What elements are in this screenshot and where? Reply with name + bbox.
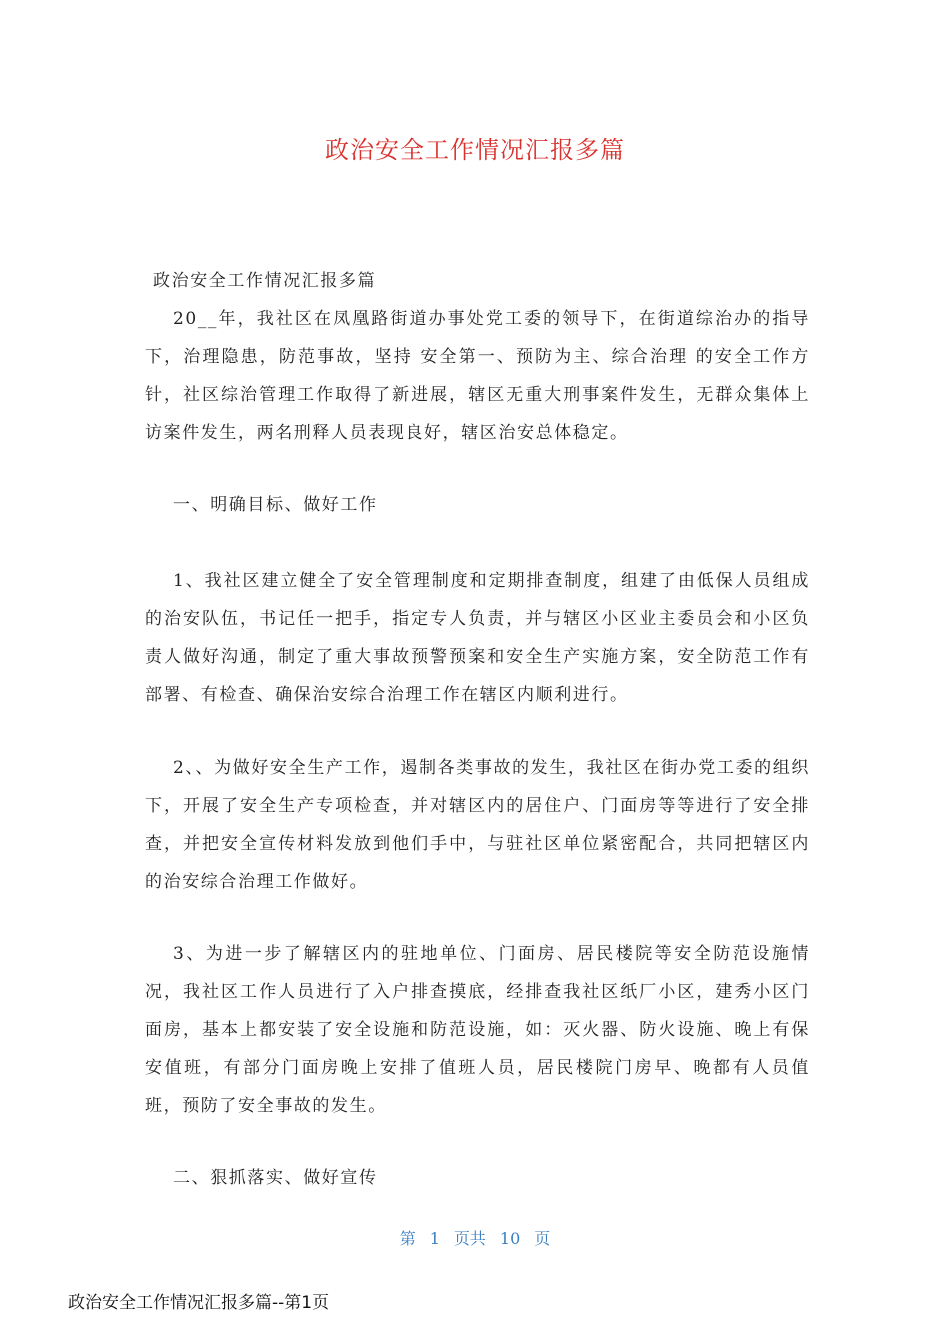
item-2-paragraph: 2、、为做好安全生产工作，遏制各类事故的发生，我社区在街办党工委的组织下，开展了安全生产专项检查，并对辖区内的居住户、门面房等等进行了安全排查，并把安全宣传材料发放到他们手中，与驻社区单位紧密配合，共同把辖区内的治安综合治理工作做好。 xyxy=(145,758,810,892)
total-pages: 10 xyxy=(499,1229,521,1248)
item-3-paragraph: 3、为进一步了解辖区内的驻地单位、门面房、居民楼院等安全防范设施情况，我社区工作人员进行了入户排查摸底，经排查我社区纸厂小区，建秀小区门面房，基本上都安装了安全设施和防范设施，如：灭火器、防火设施、晚上有保安值班，有部分门面房晚上安排了值班人员，居民楼院门房早、晚都有人员值班，预防了安全事故的发生。 xyxy=(145,944,810,1116)
current-page: 1 xyxy=(429,1229,440,1248)
intro-paragraph: 20__年，我社区在凤凰路街道办事处党工委的领导下，在街道综治办的指导下，治理隐患，防范事故，坚持 安全第一、预防为主、综合治理 的安全工作方针，社区综治管理工作取得了新进展，辖区无重大刑事案件发生，无群众集体上访案件发生，两名刑释人员表现良好，辖区治安总体稳定。 xyxy=(145,309,810,443)
page-end-label: 页 xyxy=(534,1229,551,1248)
item-1-paragraph: 1、我社区建立健全了安全管理制度和定期排查制度，组建了由低保人员组成的治安队伍，书记任一把手，指定专人负责，并与辖区小区业主委员会和小区负责人做好沟通，制定了重大事故预警预案和安全生产实施方案，安全防范工作有部署、有检查、确保治安综合治理工作在辖区内顺利进行。 xyxy=(145,571,810,705)
footer-label: 政治安全工作情况汇报多篇--第1页 xyxy=(68,1293,330,1313)
document-title: 政治安全工作情况汇报多篇 xyxy=(325,136,625,164)
page-label: 第 xyxy=(399,1229,416,1248)
page-number xyxy=(0,1226,950,1249)
section-1-heading: 一、明确目标、做好工作 xyxy=(173,495,378,515)
document-subtitle: 政治安全工作情况汇报多篇 xyxy=(153,271,377,291)
section-2-heading: 二、狠抓落实、做好宣传 xyxy=(173,1168,378,1188)
page-of-label: 页共 xyxy=(453,1229,486,1248)
